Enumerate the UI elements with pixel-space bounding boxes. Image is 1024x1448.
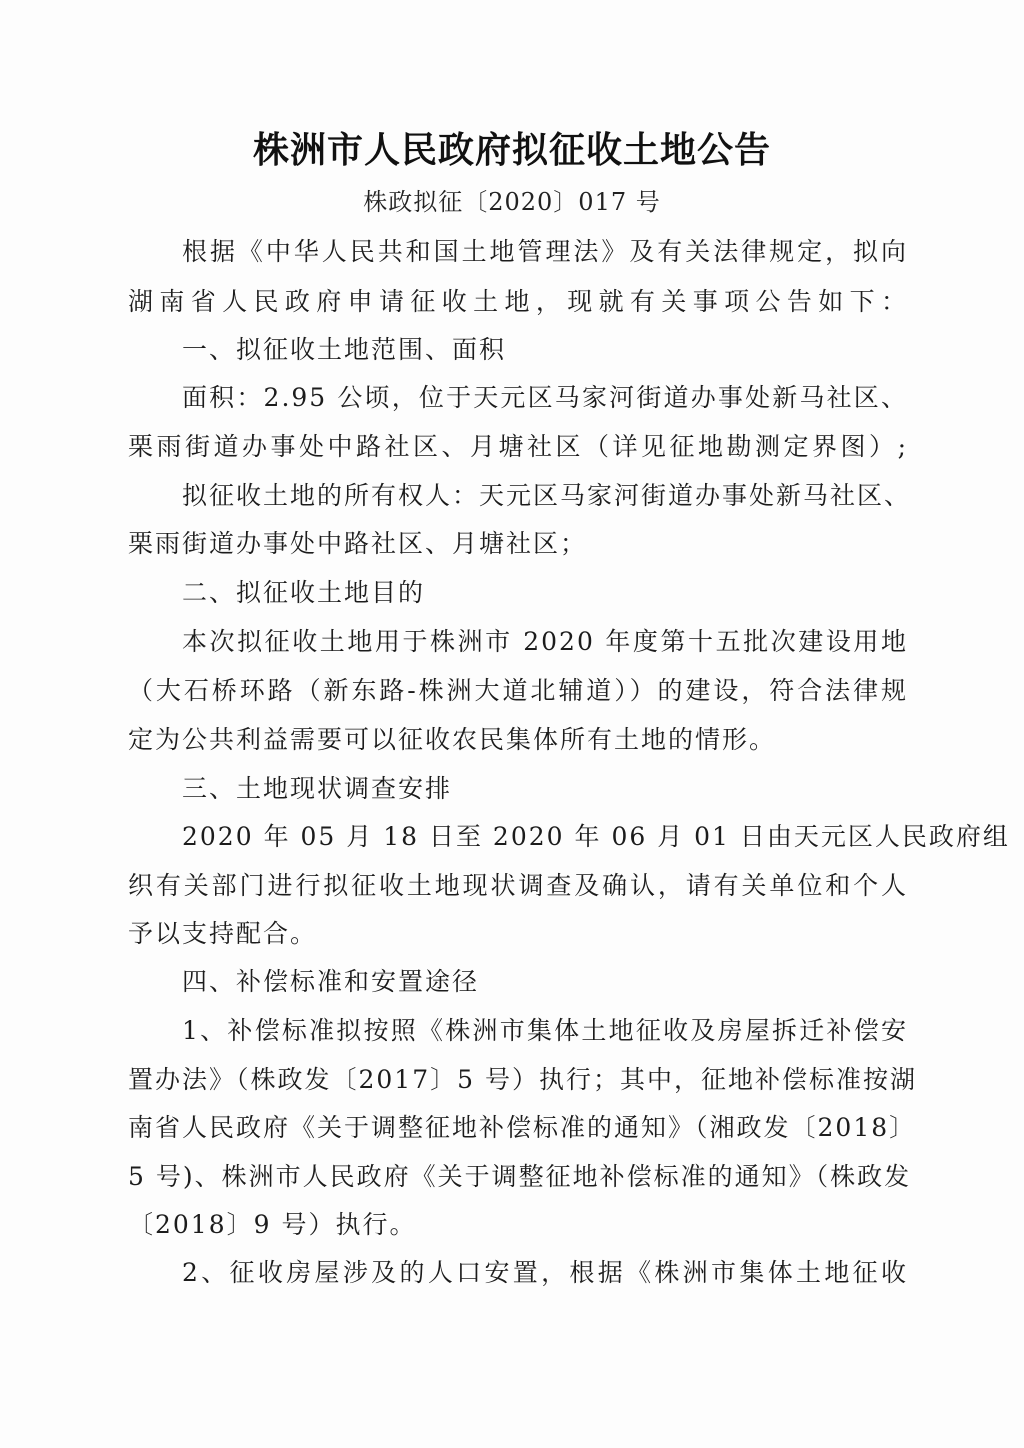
paragraph-line: 5 号)、株洲市人民政府《关于调整征地补偿标准的通知》（株政发	[128, 1162, 912, 1191]
paragraph-line: 2、征收房屋涉及的人口安置，根据《株洲市集体土地征收	[182, 1258, 908, 1287]
section-heading: 三、土地现状调查安排	[182, 774, 453, 803]
paragraph-line: 予以支持配合。	[128, 919, 318, 948]
paragraph-line: 湖南省人民政府申请征收土地，现就有关事项公告如下：	[128, 287, 908, 316]
paragraph-line: 本次拟征收土地用于株洲市 2020 年度第十五批次建设用地	[182, 627, 908, 656]
paragraph-line: 面积：2.95 公顷，位于天元区马家河街道办事处新马社区、	[182, 383, 908, 412]
paragraph-line: 置办法》（株政发〔2017〕5 号）执行；其中，征地补偿标准按湖	[128, 1065, 917, 1094]
paragraph-line: 定为公共利益需要可以征收农民集体所有土地的情形。	[128, 725, 777, 754]
paragraph-line: 织有关部门进行拟征收土地现状调查及确认，请有关单位和个人	[128, 871, 908, 900]
paragraph-line: 2020 年 05 月 18 日至 2020 年 06 月 01 日由天元区人民政府组	[182, 822, 1010, 851]
paragraph-line: 栗雨街道办事处中路社区、月塘社区（详见征地勘测定界图）;	[128, 432, 908, 461]
section-heading: 二、拟征收土地目的	[182, 578, 426, 607]
paragraph-line: 〔2018〕9 号）执行。	[128, 1210, 417, 1239]
section-heading: 一、拟征收土地范围、面积	[182, 335, 507, 364]
section-heading: 四、补偿标准和安置途径	[182, 967, 480, 996]
paragraph-line: 南省人民政府《关于调整征地补偿标准的通知》（湘政发〔2018〕	[128, 1113, 917, 1142]
document-number: 株政拟征〔2020〕017 号	[363, 188, 661, 216]
document-title: 株洲市人民政府拟征收土地公告	[252, 130, 771, 171]
paragraph-line: （大石桥环路（新东路-株洲大道北辅道））的建设，符合法律规	[128, 676, 908, 705]
paragraph-line: 拟征收土地的所有权人：天元区马家河街道办事处新马社区、	[182, 481, 912, 510]
paragraph-line: 根据《中华人民共和国土地管理法》及有关法律规定，拟向	[182, 237, 908, 266]
paragraph-line: 栗雨街道办事处中路社区、月塘社区；	[128, 529, 588, 558]
paragraph-line: 1、补偿标准拟按照《株洲市集体土地征收及房屋拆迁补偿安	[182, 1016, 908, 1045]
